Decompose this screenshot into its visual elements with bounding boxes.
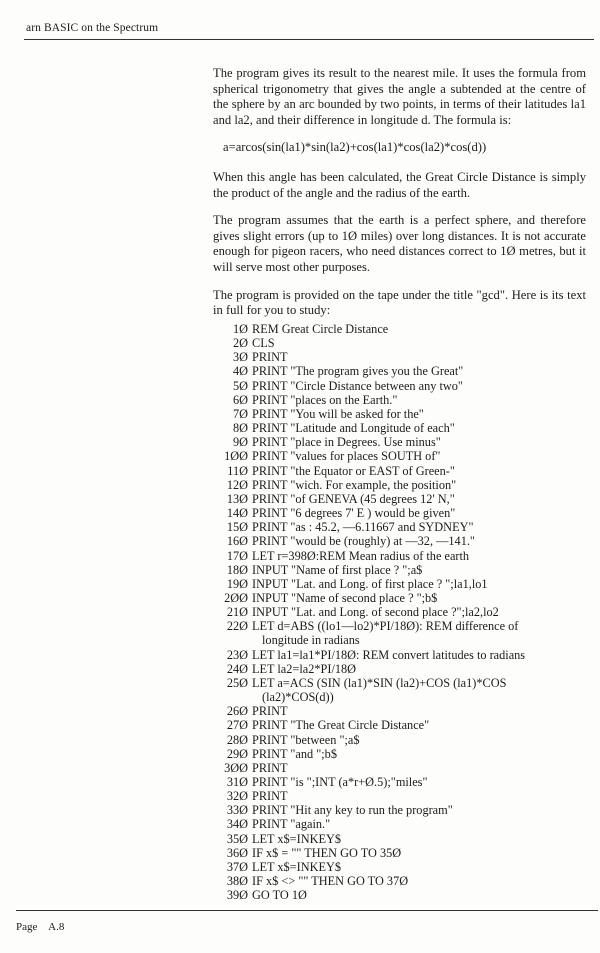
statement-text: PRINT "Circle Distance between any two" [252,378,463,393]
statement-text: PRINT [252,760,288,775]
code-line [222,704,592,718]
paragraph-formula-intro: The program gives its result to the nearest mile. It uses the formula from spherical trigonometry that gives the angle a subtended at the centre of the sphere by an arc bounded by two points, in terms of their latitudes la1 and la2, and their difference in longitude d. The formula is: [213,66,586,127]
code-line [222,407,592,421]
line-number: 34Ø [226,817,248,832]
code-line [222,874,592,888]
statement-text: LET x$=INKEY$ [252,831,342,846]
statement-text: PRINT "6 degrees 7' E ) would be given" [252,506,456,521]
line-number: 3Ø [232,350,248,365]
statement [248,407,424,421]
header-rule [24,39,594,40]
statement-text: PRINT [252,789,288,804]
statement-text: PRINT "of GENEVA (45 degrees 12' N," [252,491,455,506]
line-number: 13Ø [226,491,248,506]
line-number: 23Ø [226,647,248,662]
statement-text: PRINT "places on the Earth." [252,392,398,407]
statement [248,421,455,435]
code-line [222,563,592,577]
line-number: 12Ø [226,477,248,492]
statement [248,464,455,478]
code-line [222,803,592,817]
code-line [222,322,592,336]
code-line [222,817,592,831]
code-line [222,350,592,364]
statement [248,506,455,520]
code-line [222,733,592,747]
statement-text: PRINT "as : 45.2, —6.11667 and SYDNEY" [252,520,474,535]
statement-text: PRINT [252,704,288,719]
statement-continuation: (la2)*COS(d)) [262,690,334,705]
statement [248,492,455,506]
line-number: 29Ø [226,746,248,761]
statement [248,534,475,548]
line-number: 26Ø [226,704,248,719]
statement-text: LET la1=la1*PI/18Ø: REM convert latitudes to radians [252,647,526,662]
line-number: 35Ø [226,831,248,846]
statement-text: PRINT "is ";INT (a*r+Ø.5);"miles" [252,775,428,789]
code-line [222,846,592,860]
statement-text: PRINT "and ";b$ [252,746,337,761]
statement-text: INPUT "Lat. and Long. of first place ? ";la1,lo1 [252,576,488,591]
code-line [222,888,592,902]
statement-text: PRINT "again." [252,817,331,832]
code-line [222,336,592,350]
paragraph-assumptions: The program assumes that the earth is a perfect sphere, and therefore gives slight errors (up to 1Ø miles) over long distances. It is not accurate enough for pigeon racers, who need distances correct to 1Ø metres, but it will serve most other purposes. [213,213,586,274]
statement [248,379,463,393]
statement-continuation: longitude in radians [262,633,360,648]
code-line [222,718,592,732]
line-number: 28Ø [226,732,248,747]
code-line [222,860,592,874]
statement-text: PRINT "The Great Circle Distance" [252,718,430,733]
code-line [222,449,592,463]
statement-text: INPUT "Name of second place ? ";b$ [252,590,438,605]
line-number: 5Ø [232,378,248,393]
statement-text: LET la2=la2*PI/18Ø [252,661,357,676]
code-line [222,676,592,704]
statement-text: PRINT "would be (roughly) at —32, —141." [252,534,475,549]
statement [248,336,275,350]
statement-text: LET d=ABS ((lo1—lo2)*PI/18Ø): REM difference of [252,619,519,634]
statement [248,577,488,591]
statement [248,449,440,463]
statement-text: PRINT "between ";a$ [252,732,360,747]
statement [248,817,330,831]
line-number: 9Ø [232,435,248,450]
statement [248,718,429,732]
statement-text: PRINT "values for places SOUTH of" [252,449,441,464]
statement-text: INPUT "Name of first place ? ";a$ [252,562,423,577]
line-number: 7Ø [232,406,248,421]
code-line [222,549,592,563]
code-line [222,464,592,478]
code-line [222,421,592,435]
line-number: 27Ø [226,718,248,733]
statement [248,350,288,364]
statement-text: IF x$ <> "" THEN GO TO 37Ø [252,874,409,889]
code-line [222,506,592,520]
statement-text: PRINT "You will be asked for the" [252,406,424,421]
line-number: 6Ø [232,392,248,407]
code-line [222,832,592,846]
statement-text: INPUT "Lat. and Long. of second place ?";la2,lo2 [252,605,499,620]
statement-text: PRINT "The program gives you the Great" [252,364,464,379]
statement [248,874,408,888]
statement [248,619,518,647]
code-line [222,775,592,789]
statement [248,704,288,718]
statement-text: CLS [252,336,275,351]
statement-text: PRINT "place in Degrees. Use minus" [252,435,441,450]
statement-text: LET a=ACS (SIN (la1)*SIN (la2)+COS (la1)*COS [252,675,507,690]
statement [248,591,437,605]
statement-text: PRINT "wich. For example, the position" [252,477,457,492]
line-number: 22Ø [226,619,248,634]
paragraph-tape: The program is provided on the tape under the title "gcd". Here is its text in full for you to study: [213,287,586,318]
statement [248,761,288,775]
code-line [222,662,592,676]
statement [248,648,525,662]
code-line [222,605,592,619]
line-number: 2Ø [232,336,248,351]
footer-rule [16,910,598,911]
line-number: 11Ø [227,463,248,478]
line-number: 25Ø [226,675,248,690]
statement [248,520,473,534]
line-number: 17Ø [226,548,248,563]
line-number: 36Ø [226,845,248,860]
code-line [222,789,592,803]
statement [248,789,288,803]
statement-text: REM Great Circle Distance [252,322,389,336]
statement-text: IF x$ = "" THEN GO TO 35Ø [252,845,402,860]
line-number: 15Ø [226,520,248,535]
line-number: 31Ø [226,775,248,789]
line-number: 32Ø [226,789,248,804]
statement [248,832,341,846]
line-number: 16Ø [226,534,248,549]
statement [248,549,469,563]
statement [248,676,506,704]
statement [248,775,427,789]
statement-text: GO TO 1Ø [252,888,307,903]
statement-text: LET x$=INKEY$ [252,859,342,874]
code-line [222,520,592,534]
paragraph-angle: When this angle has been calculated, the Great Circle Distance is simply the product of the angle and the radius of the earth. [213,169,586,200]
running-head-title: arn BASIC on the Spectrum [26,22,159,34]
statement [248,393,397,407]
code-line [222,435,592,449]
statement-text: PRINT "Latitude and Longitude of each" [252,421,455,436]
line-number: 37Ø [226,859,248,874]
line-number: 19Ø [226,576,248,591]
statement [248,322,388,336]
line-number: 24Ø [226,661,248,676]
line-number: 1Ø [232,322,248,336]
statement [248,860,341,874]
line-number: 3ØØ [224,760,248,775]
code-line [222,619,592,647]
line-number: 38Ø [226,874,248,889]
code-line [222,393,592,407]
statement-text: PRINT "the Equator or EAST of Green-" [252,463,455,478]
line-number: 8Ø [232,421,248,436]
statement [248,478,456,492]
code-line [222,591,592,605]
statement [248,846,401,860]
code-line [222,761,592,775]
line-number: 33Ø [226,803,248,818]
statement [248,662,356,676]
code-line [222,747,592,761]
page-label: Page [16,921,38,933]
statement [248,747,337,761]
statement-text: PRINT [252,350,288,365]
line-number: 21Ø [226,605,248,620]
program-listing [222,322,592,902]
code-line [222,534,592,548]
code-line [222,648,592,662]
line-number: 18Ø [226,562,248,577]
statement [248,888,307,902]
statement [248,563,422,577]
code-line [222,577,592,591]
body-text [213,66,586,331]
statement [248,435,441,449]
code-line [222,379,592,393]
statement [248,605,499,619]
code-line [222,478,592,492]
page-number: A.8 [48,921,65,933]
page-folio [16,921,64,933]
statement [248,364,463,378]
line-number: 39Ø [226,888,248,903]
line-number: 14Ø [226,506,248,521]
statement [248,803,453,817]
code-line [222,364,592,378]
line-number: 2ØØ [224,590,248,605]
statement [248,733,359,747]
code-line [222,492,592,506]
line-number: 1ØØ [224,449,248,464]
statement-text: LET r=398Ø:REM Mean radius of the earth [252,548,470,563]
statement-text: PRINT "Hit any key to run the program" [252,803,453,818]
formula: a=arcos(sin(la1)*sin(la2)+cos(la1)*cos(la2)*cos(d)) [223,140,487,155]
line-number: 4Ø [232,364,248,379]
